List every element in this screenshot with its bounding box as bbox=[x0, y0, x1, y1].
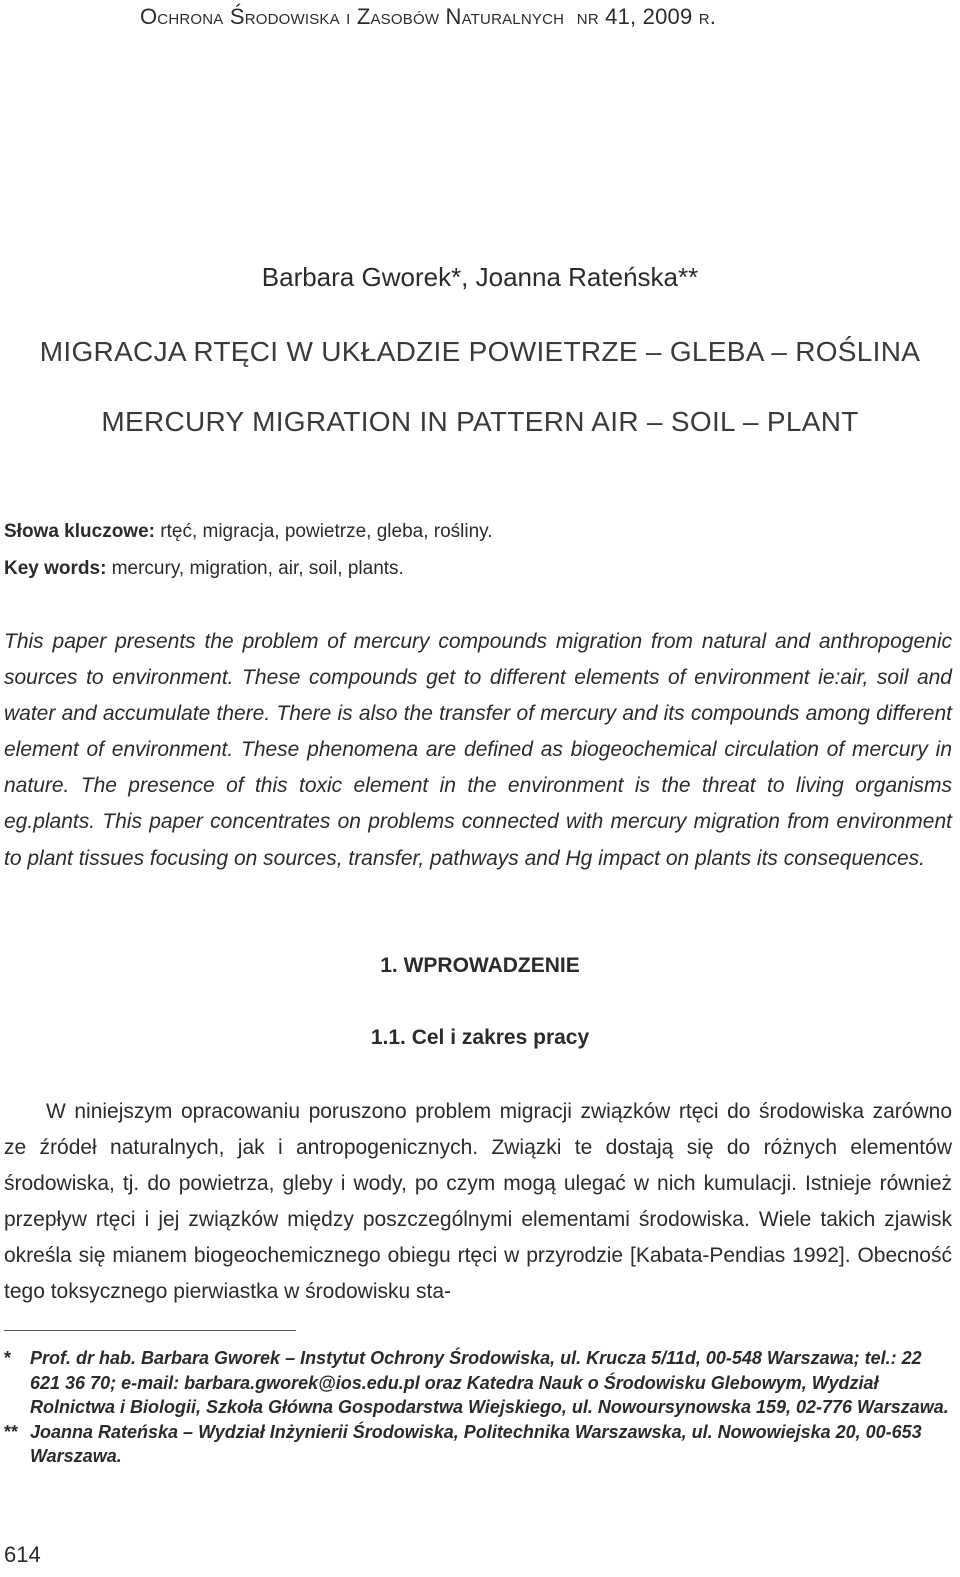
footnote-mark: * bbox=[4, 1348, 12, 1368]
section-heading-introduction: 1. WPROWADZENIE bbox=[380, 954, 580, 977]
footnotes bbox=[4, 1346, 954, 1469]
keywords-polish bbox=[4, 521, 493, 543]
article-title-english: MERCURY MIGRATION IN PATTERN AIR – SOIL – PLANT bbox=[101, 406, 859, 437]
article-title-polish: MIGRACJA RTĘCI W UKŁADZIE POWIETRZE – GLEBA – ROŚLINA bbox=[39, 336, 921, 367]
footnote-author-2 bbox=[4, 1420, 954, 1469]
footnote-author-1 bbox=[4, 1346, 954, 1420]
footnote-text: Prof. dr hab. Barbara Gworek – Instytut Ochrony Środowiska, ul. Krucza 5/11d, 00-548 Warszawa; tel.: 22 621 36 70; e-mail: barbara.gworek@ios.edu.pl oraz Katedra Nauk o Środowisku Glebowym, Wydział Rolnictwa i Biologii, Szkoła Główna Gospodarstwa Wiejskiego, ul. Nowoursynowska 159, 02-776 Warszawa. bbox=[30, 1348, 949, 1417]
body-paragraph bbox=[4, 1094, 952, 1310]
abstract: This paper presents the problem of mercury compounds migration from natural and anthropogenic sources to environment. These compounds get to different elements of environment ie:air, soil and water and accumulate there. There is also the transfer of mercury and its compounds among different element of environment. These phenomena are defined as biogeochemical circulation of mercury in nature. The presence of this toxic element in the environment is the threat to living organisms eg.plants. This paper concentrates on problems connected with mercury migration from environment to plant tissues focusing on sources, transfer, pathways and Hg impact on plants its consequences. bbox=[4, 630, 952, 870]
footnote-mark: ** bbox=[4, 1421, 19, 1442]
keywords-english-label: Key words: bbox=[4, 558, 107, 579]
keywords-english bbox=[4, 558, 404, 580]
page-number: 614 bbox=[4, 1542, 41, 1567]
journal-header bbox=[140, 4, 716, 30]
journal-issue: nr 41, 2009 r. bbox=[576, 4, 717, 29]
article-authors: Barbara Gworek*, Joanna Rateńska** bbox=[261, 262, 699, 292]
subsection-heading-scope: 1.1. Cel i zakres pracy bbox=[370, 1026, 590, 1049]
keywords-english-value: mercury, migration, air, soil, plants. bbox=[111, 558, 404, 579]
body-paragraph-text: W niniejszym opracowaniu poruszono problem migracji związków rtęci do środowiska zarówno ze źródeł naturalnych, jak i antropogenicznych. Związki te dostają się do różnych elementów środowiska, tj. do powietrza, gleby i wody, po czym mogą ulegać w nich kumulacji. Istnieje również przepływ rtęci i jej związków między poszczególnymi elementami środowiska. Wiele takich zjawisk określa się mianem biogeochemicznego obiegu rtęci w przyrodzie [Kabata-Pendias 1992]. Obecność tego toksycznego pierwiastka w środowisku sta- bbox=[4, 1100, 952, 1303]
keywords-polish-value: rtęć, migracja, powietrze, gleba, rośliny. bbox=[160, 521, 493, 542]
journal-title: Ochrona Środowiska i Zasobów Naturalnych bbox=[140, 4, 565, 29]
keywords-polish-label: Słowa kluczowe: bbox=[4, 521, 155, 542]
footnote-text: Joanna Rateńska – Wydział Inżynierii Środowiska, Politechnika Warszawska, ul. Nowowiejska 20, 00-653 Warszawa. bbox=[30, 1421, 922, 1466]
footnote-divider bbox=[4, 1330, 296, 1331]
